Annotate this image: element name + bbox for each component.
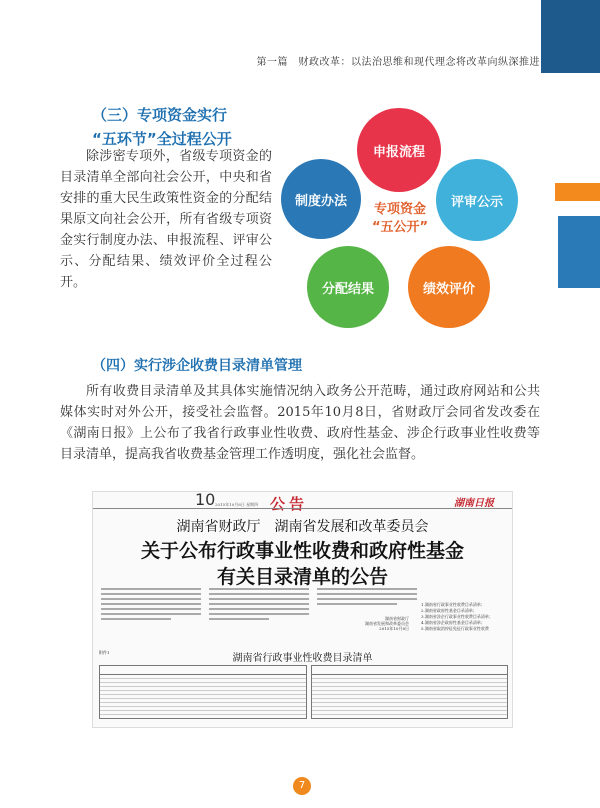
- section-3-title-line1: （三）专项资金实行: [92, 106, 228, 124]
- signature-line2: 湖南省发展和改革委员会: [365, 621, 409, 626]
- corner-bar-navy: [541, 0, 600, 73]
- diagram-center-line2: “五公开”: [371, 220, 429, 235]
- newspaper-signature: [339, 616, 409, 631]
- section-3-paragraph: 除涉密专项外，省级专项资金的目录清单全部向社会公开，中央和省安排的重大民生政策性资金的分配结果原文向社会公开，所有省级专项资金实行制度办法、申报流程、评审公示、分配结果、绩效评价全过程公开。: [60, 149, 272, 290]
- fee-table-left: [99, 665, 307, 719]
- section-3-title-line2: “五环节”全过程公开: [92, 130, 232, 148]
- node-performance-evaluation: 绩效评价: [408, 246, 490, 328]
- side-bar-orange: [555, 183, 600, 201]
- node-apply-process: 申报流程: [357, 108, 441, 192]
- node-review-notice: 评审公示: [436, 159, 518, 241]
- table-header: [312, 666, 507, 675]
- side-bar-blue: [558, 216, 600, 288]
- attachment-list: [421, 602, 493, 632]
- newspaper-page-number: 10: [195, 491, 216, 509]
- table-header: [100, 666, 306, 675]
- signature-line1: 湖南省财政厅: [385, 616, 409, 621]
- running-head: 第一篇 财政改革：以法治思维和现代理念将改革向纵深推进: [256, 57, 540, 68]
- signature-date: 2015年10月8日: [379, 626, 409, 631]
- section-4-title: （四）实行涉企收费目录清单管理: [92, 358, 302, 374]
- newspaper-clipping: [92, 491, 513, 728]
- section-3-title: [92, 103, 232, 151]
- node-allocation-result: 分配结果: [307, 246, 389, 328]
- attachment-item: 2.湖南省政府性基金目录清单；: [421, 608, 477, 613]
- masthead-rule: [93, 508, 512, 509]
- diagram-center-label: [360, 201, 440, 237]
- attachment-item: 1.湖南省行政事业性收费目录清单；: [421, 602, 485, 607]
- diagram-center-line1: 专项资金: [373, 202, 426, 217]
- page-number: 7: [293, 777, 311, 795]
- fee-table-title: 湖南省行政事业性收费目录清单: [232, 653, 373, 664]
- newspaper-headline-line1: 关于公布行政事业性收费和政府性基金: [140, 540, 464, 562]
- node-rules: 制度办法: [281, 159, 361, 239]
- attachment-item: 4.湖南省涉企政府性基金目录清单；: [421, 620, 485, 625]
- newspaper-issuers: 湖南省财政厅 湖南省发展和改革委员会: [176, 519, 429, 535]
- section-4-paragraph: 所有收费目录清单及其具体实施情况纳入政务公开范畴，通过政府网站和公共媒体实时对外公开，接受社会监督。2015年10月8日，省财政厅会同省发改委在《湖南日报》上公布了我省行政事业性收费、政府性基金、涉企行政事业性收费等目录清单，提高我省收费基金管理工作透明度，强化社会监督。: [60, 384, 540, 462]
- newspaper-notice-label: 公告: [270, 495, 309, 513]
- attachment-label: 附件1: [99, 650, 110, 655]
- newspaper-headline-line2: 有关目录清单的公告: [216, 566, 388, 588]
- newspaper-brand-logo: 湖南日报: [454, 498, 494, 509]
- body-column: [209, 588, 309, 638]
- attachment-item: 5.湖南省取消停征免征行政事业性收费: [421, 626, 489, 631]
- fee-table-right: [311, 665, 508, 719]
- body-column: [101, 588, 201, 638]
- attachment-item: 3.湖南省涉企行政事业性收费目录清单；: [421, 614, 493, 619]
- newspaper-date: 2015年10月8日 星期四: [215, 502, 259, 507]
